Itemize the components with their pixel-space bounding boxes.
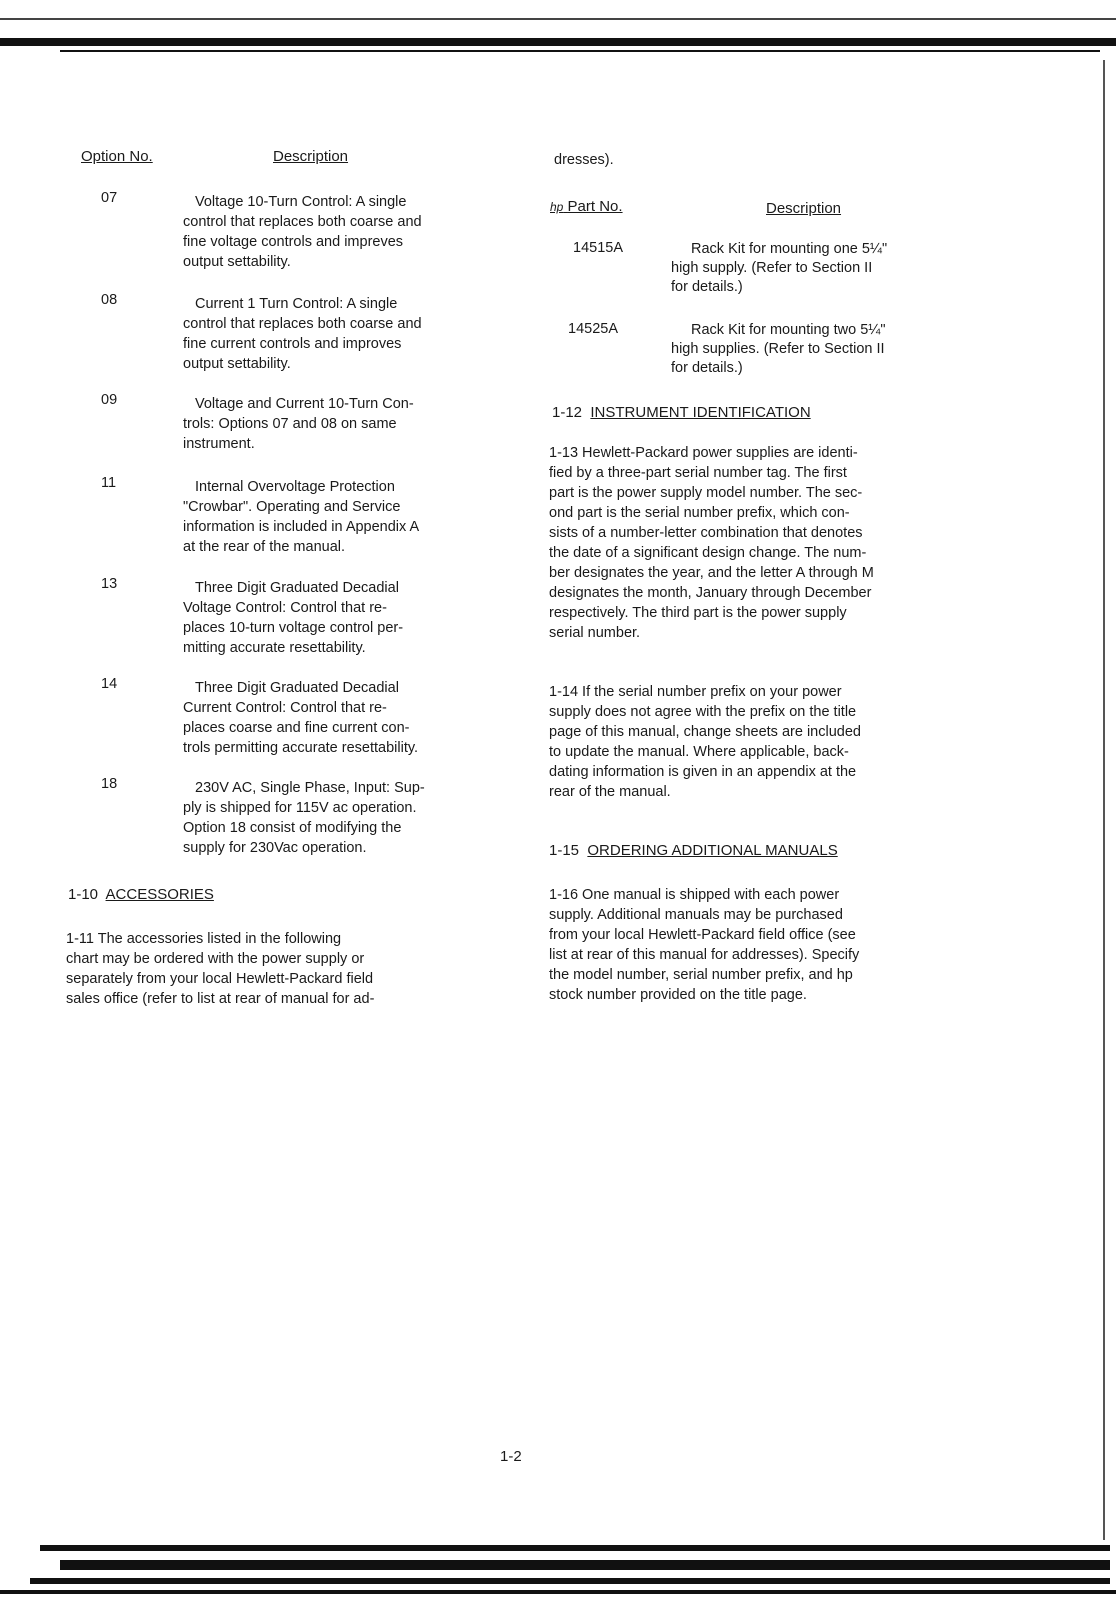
page-number: 1-2 (500, 1448, 522, 1465)
option-line: Current 1 Turn Control: A single (195, 296, 398, 312)
scan-bottom-band-3 (30, 1578, 1110, 1584)
option-line: Option 18 consist of modifying the (183, 820, 402, 836)
paragraph-line: to update the manual. Where applicable, back- (549, 744, 849, 760)
paragraph-line: ber designates the year, and the letter A through M (549, 565, 874, 581)
section-title: ORDERING ADDITIONAL MANUALS (587, 842, 838, 859)
option-line: Three Digit Graduated Decadial (195, 680, 399, 696)
paragraph-1-11 (66, 929, 374, 1009)
part-description (671, 321, 961, 378)
option-line: trols permitting accurate resettability. (183, 740, 419, 756)
option-description (183, 477, 503, 557)
section-number: 1-10 (68, 886, 99, 903)
scan-top-band (0, 38, 1116, 46)
option-line: ply is shipped for 115V ac operation. (183, 800, 417, 816)
paragraph-line: 1-11 The accessories listed in the following (66, 931, 342, 947)
section-title: ACCESSORIES (105, 886, 214, 903)
option-number: 11 (101, 475, 117, 491)
paragraph-line: chart may be ordered with the power supply or (66, 951, 365, 967)
paragraph-line: dating information is given in an appendix at the (549, 764, 857, 780)
paragraph-line: 1-13 Hewlett-Packard power supplies are identi- (549, 445, 858, 461)
paragraph-line: the date of a significant design change. The num- (549, 545, 867, 561)
paragraph-line: fied by a three-part serial number tag. The first (549, 465, 847, 481)
part-line: high supply. (Refer to Section II (671, 260, 873, 276)
part-line: for details.) (671, 279, 743, 295)
option-line: Voltage and Current 10-Turn Con- (195, 396, 414, 412)
option-line: Current Control: Control that re- (183, 700, 387, 716)
paragraph-line: sales office (refer to list at rear of manual for ad- (66, 991, 375, 1007)
option-line: supply for 230Vac operation. (183, 840, 367, 856)
option-number: 07 (101, 190, 118, 206)
paragraph-1-16 (549, 885, 859, 1005)
option-number: 13 (101, 576, 118, 592)
part-description (671, 240, 961, 297)
part-number: 14525A (568, 321, 618, 337)
option-number: 09 (101, 392, 118, 408)
paragraph-line: supply does not agree with the prefix on the title (549, 704, 857, 720)
option-line: mitting accurate resettability. (183, 640, 366, 656)
option-line: at the rear of the manual. (183, 539, 346, 555)
scan-right-edge (1103, 60, 1105, 1540)
paragraph-line: the model number, serial number prefix, and hp (549, 967, 853, 983)
option-line: places coarse and fine current con- (183, 720, 410, 736)
part-line: Rack Kit for mounting two 5¼" (691, 322, 886, 338)
option-line: Voltage Control: Control that re- (183, 600, 387, 616)
option-no-header: Option No. (81, 148, 153, 165)
part-no-header (550, 198, 623, 215)
paragraph-line: separately from your local Hewlett-Packard field (66, 971, 374, 987)
paragraph-line: from your local Hewlett-Packard field office (see (549, 927, 856, 943)
paragraph-1-13 (549, 443, 874, 643)
option-line: output settability. (183, 356, 291, 372)
accessories-heading (68, 886, 214, 903)
paragraph-line: supply. Additional manuals may be purchased (549, 907, 843, 923)
continuation-text: dresses). (554, 152, 614, 168)
option-description (183, 578, 503, 658)
option-description (183, 678, 503, 758)
scan-bottom-band-4 (0, 1590, 1116, 1594)
part-line: Rack Kit for mounting one 5¼" (691, 241, 888, 257)
option-number: 18 (101, 776, 118, 792)
section-title: INSTRUMENT IDENTIFICATION (590, 404, 811, 421)
section-number: 1-12 (552, 404, 583, 421)
scan-bottom-band (40, 1545, 1110, 1551)
paragraph-line: page of this manual, change sheets are included (549, 724, 861, 740)
option-line: Voltage 10-Turn Control: A single (195, 194, 407, 210)
paragraph-line: part is the power supply model number. The sec- (549, 485, 863, 501)
option-description (183, 192, 503, 272)
hp-logo-icon: hp (550, 200, 564, 214)
paragraph-line: 1-14 If the serial number prefix on your power (549, 684, 842, 700)
option-line: information is included in Appendix A (183, 519, 420, 535)
paragraph-line: stock number provided on the title page. (549, 987, 807, 1003)
option-line: control that replaces both coarse and (183, 214, 422, 230)
paragraph-line: respectively. The third part is the power supply (549, 605, 847, 621)
section-number: 1-15 (549, 842, 580, 859)
paragraph-line: sists of a number-letter combination that denotes (549, 525, 863, 541)
option-line: "Crowbar". Operating and Service (183, 499, 401, 515)
scan-top-edge (0, 18, 1116, 20)
paragraph-1-14 (549, 682, 861, 802)
paragraph-line: designates the month, January through December (549, 585, 872, 601)
option-description (183, 778, 503, 858)
option-line: output settability. (183, 254, 291, 270)
paragraph-line: ond part is the serial number prefix, which con- (549, 505, 850, 521)
option-number: 08 (101, 292, 118, 308)
paragraph-line: list at rear of this manual for addresses). Specify (549, 947, 860, 963)
part-line: high supplies. (Refer to Section II (671, 341, 885, 357)
option-line: 230V AC, Single Phase, Input: Sup- (195, 780, 425, 796)
scan-top-band-thin (60, 50, 1100, 52)
option-line: fine current controls and improves (183, 336, 402, 352)
description-header-left: Description (273, 148, 349, 165)
option-line: fine voltage controls and impreves (183, 234, 404, 250)
part-number: 14515A (573, 240, 623, 256)
scan-bottom-band-2 (60, 1560, 1110, 1570)
instrument-identification-heading (552, 404, 811, 421)
part-line: for details.) (671, 360, 743, 376)
option-description (183, 394, 503, 454)
option-line: control that replaces both coarse and (183, 316, 422, 332)
ordering-manuals-heading (549, 842, 838, 859)
description-header-right: Description (766, 200, 842, 217)
option-line: trols: Options 07 and 08 on same (183, 416, 397, 432)
option-number: 14 (101, 676, 118, 692)
option-line: Internal Overvoltage Protection (195, 479, 395, 495)
paragraph-line: serial number. (549, 625, 641, 641)
paragraph-line: rear of the manual. (549, 784, 671, 800)
option-description (183, 294, 503, 374)
paragraph-line: 1-16 One manual is shipped with each power (549, 887, 840, 903)
option-line: Three Digit Graduated Decadial (195, 580, 399, 596)
option-line: places 10-turn voltage control per- (183, 620, 404, 636)
part-no-label: Part No. (567, 198, 623, 215)
option-line: instrument. (183, 436, 255, 452)
